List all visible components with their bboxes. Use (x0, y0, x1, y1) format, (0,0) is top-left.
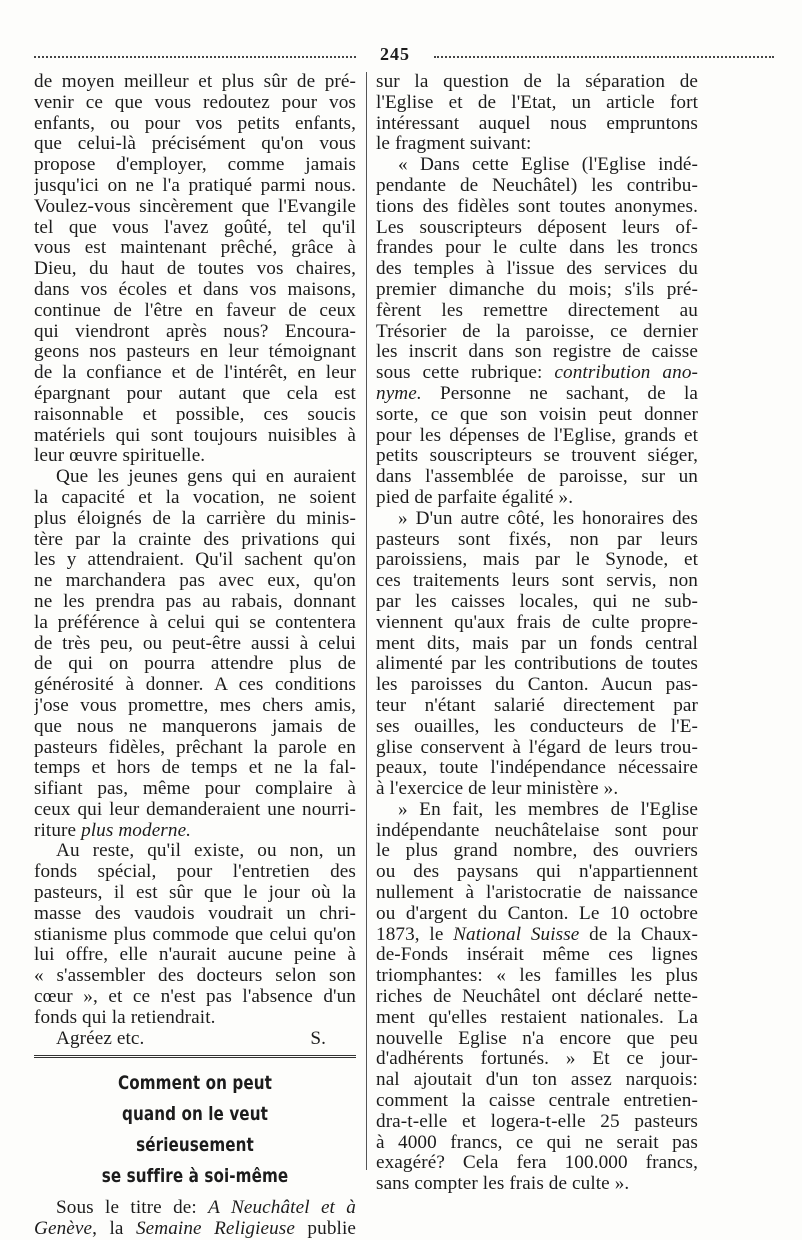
heading-line-1: Comment on peut (118, 1072, 272, 1095)
text-line: masse des vaudois voudrait un chri- (34, 903, 356, 924)
text-line: sans compter les frais de culte ». (376, 1174, 630, 1195)
text-span: publie (295, 1219, 356, 1240)
national-line (376, 925, 698, 946)
paragraph-2 (34, 467, 356, 821)
text-line: stianisme plus commode que celui qu'on (34, 924, 356, 945)
text-line: vous est maintenant prêché, grâce à (34, 238, 356, 259)
text-line: tel que vous l'avez goûté, tel qu'il (34, 217, 356, 238)
text-line: pendante de Neuchâtel) les contribu- (376, 175, 698, 196)
text-line: triomphantes: « les familles les plus (376, 966, 698, 987)
italic-phrase: Semaine Religieuse (135, 1219, 295, 1240)
text-line: fèrent les remettre directement au (376, 300, 698, 321)
text-line: les inscrit dans son registre de caisse (376, 342, 698, 363)
quote-paragraph-3-end (376, 945, 698, 1195)
text-line: « Dans cette Eglise (l'Eglise indé- (398, 155, 698, 176)
text-line: glise conservent à l'égard de leurs trou- (376, 737, 698, 758)
text-line: dans l'assemblée de paroisse, sur un (376, 467, 698, 488)
text-span: Sous le titre de: (56, 1198, 209, 1219)
text-line: pour les dépenses de l'Eglise, grands et (376, 425, 698, 446)
rubric-line-2 (376, 384, 698, 405)
italic-phrase: National Suisse (453, 924, 580, 945)
text-line: Que les jeunes gens qui en auraient (56, 467, 356, 488)
text-span: 1873, le (376, 924, 454, 945)
text-line: temps et hors de temps et ne la fal- (34, 758, 356, 779)
text-line: sur la question de la séparation de (376, 72, 698, 92)
italic-phrase: contribution ano- (554, 363, 698, 384)
text-line: geons nos pasteurs en leur témoignant (34, 342, 356, 363)
text-line: nullement à l'aristocratie de naissance (376, 883, 698, 904)
text-line: l'Eglise et de l'Etat, un article fort (376, 92, 698, 113)
text-line: le plus grand nombre, des ouvriers (376, 841, 698, 862)
text-line: plus éloignés de la carrière du minis- (34, 508, 356, 529)
text-line: tère par la crainte des privations qui (34, 529, 356, 550)
text-line: tions des fidèles sont toutes anonymes. (376, 196, 698, 217)
text-line: épargnant pour autant que cela est (34, 383, 356, 404)
text-line: sifiant pas, même pour complaire à (34, 779, 356, 800)
paragraph-2-last-line (34, 821, 356, 842)
text-line: nouvelle Eglise n'a encore que peu (376, 1028, 698, 1049)
text-line: ou des paysans qui n'appartiennent (376, 862, 698, 883)
closing-text: Agréez etc. (56, 1027, 145, 1049)
text-line: Les souscripteurs déposent leurs of- (376, 217, 698, 238)
text-line: ou d'argent du Canton. Le 10 octobre (376, 903, 698, 924)
text-line: « s'assembler des docteurs selon son (34, 966, 356, 987)
intro-line-2 (34, 1219, 356, 1240)
text-line: à 4000 francs, ce qui ne serait pas (376, 1132, 698, 1153)
text-line: la préférence à celui qui se contentera (34, 612, 356, 633)
text-line: pied de parfaite égalité ». (376, 487, 574, 508)
signature: S. (310, 1027, 326, 1049)
text-line: générosité à donner. A ces conditions (34, 675, 356, 696)
text-line: enfants, ou pour vos petits enfants, (34, 113, 356, 134)
text-line: des temples à l'issue des services du (376, 259, 698, 280)
text-line: matériels qui sont toujours nuisibles à (34, 425, 356, 446)
text-line: ces traitements leurs sont servis, non (376, 571, 698, 592)
text-span: Personne ne sachant, de la (421, 383, 698, 404)
text-line: jusqu'ici on ne l'a pratiqué parmi nous. (34, 175, 356, 196)
paragraph-intro (376, 72, 698, 155)
text-line: lui offre, elle n'aurait aucune peine à (34, 945, 356, 966)
text-line: dra-t-elle et logera-t-elle 25 pasteurs (376, 1111, 698, 1132)
text-line: raisonnable et possible, ces soucis (34, 404, 356, 425)
text-line: Au reste, qu'il existe, ou non, un (56, 841, 356, 862)
text-line: nal ajoutait d'un ton assez narquois: (376, 1070, 698, 1091)
paragraph-1 (34, 72, 356, 467)
text-line: paroissiens, mais par le Synode, et (376, 550, 698, 571)
page-number: 245 (380, 44, 410, 64)
text-line: Trésorier de la paroisse, ce dernier (376, 321, 698, 342)
text-line: fonds spécial, pour l'entretien des (34, 862, 356, 883)
text-line: les y attendraient. Qu'il sachent qu'on (34, 550, 356, 571)
page-header (34, 44, 774, 68)
text-line: » En fait, les membres de l'Eglise (398, 799, 698, 820)
text-line: sorte, ce que son voisin peut donner (376, 404, 698, 425)
text-line: de très peu, ou peut-être aussi à celui (34, 633, 356, 654)
italic-phrase: Genève (34, 1219, 93, 1240)
text-line: pasteurs, il est sûr que le jour où la (34, 883, 356, 904)
text-line: ment qu'elles restaient nationales. La (376, 1007, 698, 1028)
header-rule-right (434, 56, 774, 58)
column-divider (366, 72, 367, 1170)
rubric-line (376, 363, 698, 384)
text-line: pasteurs fidèles, prêchant la parole en (34, 737, 356, 758)
text-line: viennent qu'aux frais de culte propre- (376, 612, 698, 633)
italic-phrase: nyme. (376, 383, 422, 404)
text-line: que celui-là précisément qu'on vous (34, 134, 356, 155)
text-line: propose d'employer, comme jamais (34, 155, 356, 176)
text-span: de la Chaux- (579, 924, 698, 945)
quote-paragraph-2 (376, 509, 698, 800)
text-line: continue de l'être en faveur de ceux (34, 300, 356, 321)
text-line: j'ose vous promettre, mes chers amis, (34, 695, 356, 716)
text-line: que nous ne manquerons jamais de (34, 716, 356, 737)
text-line: dans vos écoles et dans vos maisons, (34, 279, 356, 300)
text-line: alimenté par les contributions de toutes (376, 654, 698, 675)
text-span: , la (92, 1219, 136, 1240)
text-line: » D'un autre côté, les honoraires des (398, 508, 698, 529)
text-line: par les caisses locales, qui ne sub- (376, 591, 698, 612)
text-line: à l'exercice de leur ministère ». (376, 779, 619, 800)
text-line: Dieu, du haut de toutes vos chaires, (34, 259, 356, 280)
text-line: les paroisses du Canton. Aucun pas- (376, 675, 698, 696)
text-line: de la confiance et de l'intérêt, en leur (34, 363, 356, 384)
text-line: venir ce que vous redoutez pour vos (34, 92, 356, 113)
italic-phrase: A Neuchâtel et à (208, 1198, 356, 1219)
text-line: peaux, toute l'indépendance nécessaire (376, 758, 698, 779)
text-line: d'adhérents fortunés. » Et ce jour- (376, 1049, 698, 1070)
text-line: fonds qui la retiendrait. (34, 1007, 216, 1028)
text-span: riture (34, 820, 82, 841)
text-line: pasteurs sont fixés, non par leurs (376, 529, 698, 550)
text-line: de-Fonds insérait même ces lignes (376, 945, 698, 966)
text-line: intéressant auquel nous empruntons (376, 113, 698, 134)
text-line: la capacité et la vocation, ne soient (34, 487, 356, 508)
text-line: exagéré? Cela fera 100.000 francs, (376, 1153, 698, 1174)
intro-line-1 (34, 1198, 356, 1219)
paragraph-3 (34, 841, 356, 1028)
article-heading (34, 1068, 356, 1192)
text-line: frandes pour le culte dans les troncs (376, 238, 698, 259)
heading-line-2: quand on le veut sérieusement (122, 1103, 268, 1157)
text-line: premier dimanche du mois; s'ils pré- (376, 279, 698, 300)
section-divider (34, 1055, 356, 1058)
text-line: petits souscripteurs se trouvent siéger, (376, 446, 698, 467)
text-line: teur n'étant salarié directement par (376, 695, 698, 716)
signature-row (34, 1029, 356, 1050)
text-line: de qui on pourra attendre plus de (34, 654, 356, 675)
quote-paragraph-1 (376, 155, 698, 363)
header-rule-left (34, 56, 356, 58)
text-line: cœur », et ce n'est pas l'absence d'un (34, 987, 356, 1008)
text-line: ne les prendra pas au rabais, donnant (34, 591, 356, 612)
text-line: le fragment suivant: (376, 134, 532, 155)
text-line: ne marchandera pas avec eux, qu'on (34, 571, 356, 592)
text-line: ceux qui leur demanderaient une nourri- (34, 799, 356, 820)
text-line: indépendante neuchâtelaise sont pour (376, 820, 698, 841)
italic-phrase: plus moderne. (81, 820, 192, 841)
heading-line-3: se suffire à soi-même (101, 1165, 289, 1188)
left-column (34, 72, 356, 1240)
text-line: qui viendront après nous? Encoura- (34, 321, 356, 342)
quote-paragraph-1-end (376, 405, 698, 509)
text-line: de moyen meilleur et plus sûr de pré- (34, 72, 356, 92)
text-line: ses ouailles, les conducteurs de l'E- (376, 716, 698, 737)
text-line: leur œuvre spirituelle. (34, 446, 206, 467)
text-line: Voulez-vous sincèrement que l'Evangile (34, 196, 356, 217)
right-column (376, 72, 698, 1195)
text-span: sous cette rubrique: (376, 363, 555, 384)
text-line: comment la caisse centrale entretien- (376, 1091, 698, 1112)
quote-paragraph-3 (376, 800, 698, 925)
text-line: ment dits, mais par un fonds central (376, 633, 698, 654)
text-line: riches de Neuchâtel ont déclaré nette- (376, 987, 698, 1008)
